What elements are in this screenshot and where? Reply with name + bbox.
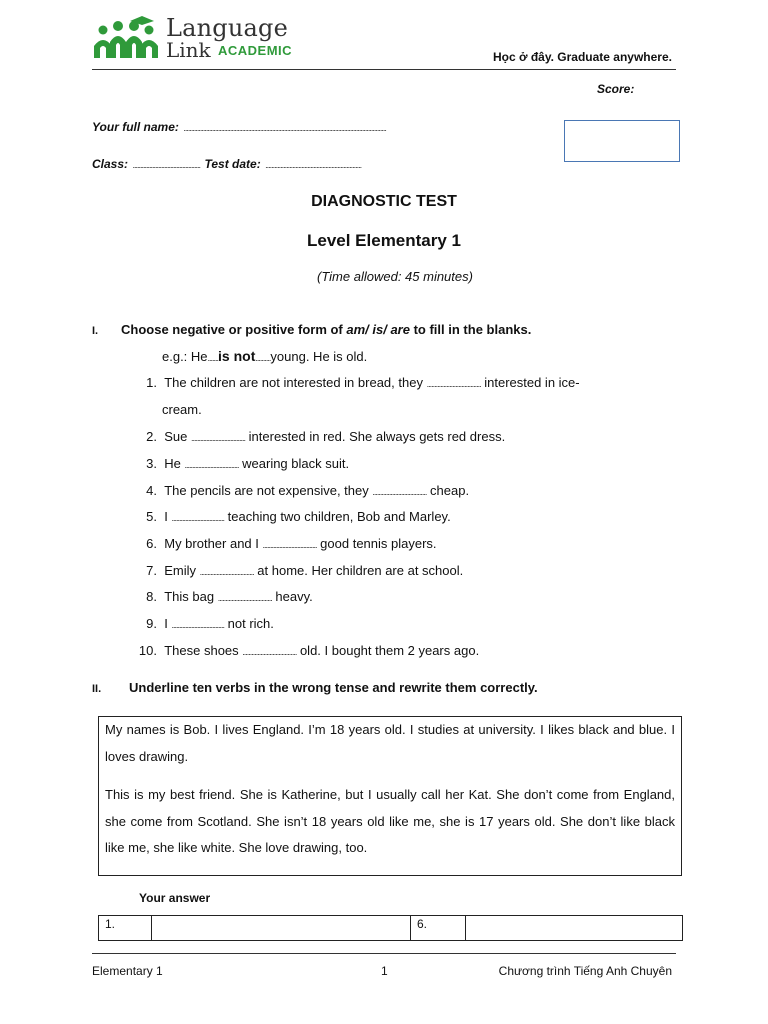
score-label: Score: — [597, 82, 635, 96]
question-3 — [137, 456, 349, 471]
question-text-post: teaching two children, Bob and Marley. — [227, 509, 451, 524]
answer-blank[interactable]: ................................... — [171, 620, 225, 630]
class-field[interactable]: ............................................. — [132, 160, 201, 170]
example-answer: is not — [218, 348, 256, 364]
answer-blank[interactable]: .................................... — [184, 460, 239, 470]
time-allowed: (Time allowed: 45 minutes) — [317, 269, 473, 284]
answer-blank[interactable]: .................................... — [372, 487, 427, 497]
answer-number-cell: 6. — [411, 916, 466, 940]
question-text-pre: Sue — [164, 429, 188, 444]
question-text-pre: The pencils are not expensive, they — [164, 483, 369, 498]
question-text-pre: I — [164, 509, 168, 524]
question-text-post: good tennis players. — [320, 536, 437, 551]
question-8 — [137, 589, 313, 604]
answer-number-cell: 1. — [99, 916, 152, 940]
question-text-post: old. I bought them 2 years ago. — [299, 643, 480, 658]
question-text-post: cheap. — [430, 483, 470, 498]
footer-divider — [92, 953, 676, 954]
score-box[interactable] — [564, 120, 680, 162]
section-2-instruction: Underline ten verbs in the wrong tense and rewrite them correctly. — [129, 680, 538, 695]
section-1-heading — [92, 322, 531, 337]
class-label: Class: — [92, 157, 129, 171]
question-text-pre: Emily — [164, 563, 197, 578]
example-post: young. He is old. — [270, 349, 368, 364]
reading-passage — [98, 716, 682, 876]
question-number: 4. — [146, 483, 157, 498]
question-text-pre: These shoes — [164, 643, 239, 658]
answer-blank[interactable]: .................................... — [217, 593, 272, 603]
header-divider — [92, 69, 676, 70]
answer-cell[interactable] — [466, 916, 680, 940]
name-field[interactable]: ....................................................................................................................................... — [183, 123, 386, 133]
question-2 — [137, 429, 505, 444]
footer-program: Chương trình Tiếng Anh Chuyên — [498, 964, 672, 978]
question-text-post: at home. Her children are at school. — [257, 563, 464, 578]
logo-word-language: Language — [166, 14, 288, 42]
footer-level: Elementary 1 — [92, 964, 163, 978]
section-2-numeral: II. — [92, 683, 102, 695]
answer-table — [98, 915, 683, 941]
question-number: 8. — [146, 589, 157, 604]
section-1-instruction-post: to fill in the blanks. — [409, 322, 532, 337]
section-1-instruction-pre: Choose negative or positive form of — [121, 322, 347, 337]
level-title: Level Elementary 1 — [306, 231, 462, 250]
section-1-instruction-em: am/ is/ are — [346, 322, 410, 337]
answer-blank[interactable]: .................................... — [242, 647, 297, 657]
question-number: 1. — [146, 375, 157, 390]
question-7 — [137, 563, 463, 578]
class-date-row — [92, 155, 361, 173]
test-date-label: Test date: — [204, 157, 261, 171]
question-number: 5. — [146, 509, 157, 524]
question-number: 6. — [146, 536, 157, 551]
question-text-post: interested in ice- — [484, 375, 580, 390]
logo-word-academic: ACADEMIC — [218, 43, 293, 58]
question-number: 2. — [146, 429, 157, 444]
logo-people-icon — [92, 16, 164, 58]
test-date-field[interactable]: ................................................................ — [265, 160, 362, 170]
question-text-pre: My brother and I — [164, 536, 259, 551]
question-text-post: interested in red. She always gets red dress. — [248, 429, 506, 444]
passage-paragraph-2[interactable]: This is my best friend. She is Katherine, but I usually call her Kat. She don’t come from England, she come from Scotland. She isn’t 18 years old like me, she is 17 years old. She don’t like black like me, she like white. She love drawing, too. — [105, 787, 675, 855]
answer-blank[interactable]: ................................... — [171, 513, 225, 523]
example-pre: e.g.: He — [162, 349, 208, 364]
answer-blank[interactable]: .................................... — [199, 567, 254, 577]
question-6 — [137, 536, 437, 551]
section-2-heading — [92, 680, 538, 695]
question-text-post: not rich. — [227, 616, 274, 631]
answer-blank[interactable]: .................................... — [262, 540, 317, 550]
question-9 — [137, 616, 274, 631]
question-text-pre: This bag — [164, 589, 215, 604]
question-text-post: wearing black suit. — [242, 456, 350, 471]
tagline: Học ở đây. Graduate anywhere. — [492, 50, 672, 64]
question-text-pre: I — [164, 616, 168, 631]
answer-blank[interactable]: .................................... — [191, 433, 246, 443]
question-number: 3. — [146, 456, 157, 471]
question-text-post: heavy. — [275, 589, 313, 604]
question-4 — [137, 483, 469, 498]
name-label: Your full name: — [92, 120, 179, 134]
answer-blank[interactable]: .................................... — [426, 379, 481, 389]
question-number: 10. — [138, 643, 157, 658]
page-number: 1 — [381, 964, 388, 978]
name-row — [92, 118, 386, 136]
question-number: 9. — [146, 616, 157, 631]
language-link-logo — [92, 14, 292, 60]
question-1-continuation: cream. — [162, 402, 202, 417]
question-1 — [137, 375, 580, 390]
logo-word-link: Link — [166, 38, 211, 62]
question-10 — [137, 643, 479, 658]
question-text-pre: The children are not interested in bread, they — [164, 375, 423, 390]
test-title: DIAGNOSTIC TEST — [311, 193, 457, 210]
passage-paragraph-1[interactable]: My names is Bob. I lives England. I’m 18 years old. I studies at university. I likes black and blue. I loves drawing. — [105, 722, 675, 764]
question-text-pre: He — [164, 456, 181, 471]
question-5 — [137, 509, 451, 524]
answer-cell[interactable] — [152, 916, 411, 940]
your-answer-label: Your answer — [139, 891, 211, 905]
example-line: e.g.: He.......is not..........young. He is old. — [162, 348, 368, 364]
question-number: 7. — [146, 563, 157, 578]
section-1-numeral: I. — [92, 325, 99, 337]
